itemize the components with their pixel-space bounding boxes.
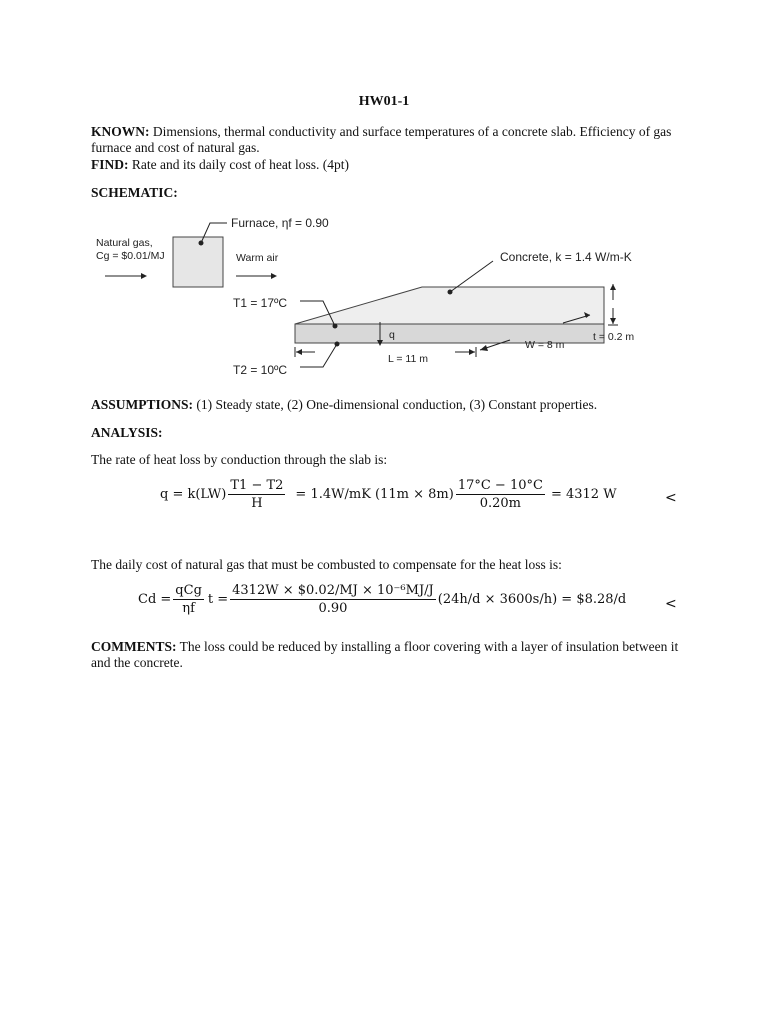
eq2-fraction-1: $\frac{\text{qCg}}{\eta f}$ — [175, 583, 202, 616]
comments-section — [91, 639, 691, 671]
find-section — [91, 157, 691, 173]
eq1-fraction-1: $\frac{T1 - T2}{H}$ — [230, 478, 284, 511]
page-title: HW01-1 — [358, 94, 410, 109]
schematic-heading: SCHEMATIC: — [91, 185, 178, 200]
eq2-fraction-2: $\frac{\text{4312W × \$0.02/MJ × 10⁻⁶MJ/J}}{0.90}$ — [232, 583, 434, 616]
analysis-heading: ANALYSIS: — [91, 425, 163, 440]
comments-label: COMMENTS: — [91, 639, 177, 654]
eq1-fraction-2: $\frac{17^\circ C - 10^\circ C}{0.20m}$ — [457, 478, 543, 511]
schematic-diagram — [85, 210, 685, 385]
eq1-result: = 4312 W — [550, 487, 617, 502]
eq2-middle: t = — [207, 592, 229, 607]
find-label: FIND: — [91, 157, 129, 172]
comments-text: The loss could be reduced by installing a floor covering with a layer of insulation between it and the concrete. — [91, 639, 679, 670]
analysis-intro-2: The daily cost of natural gas that must be combusted to compensate for the heat loss is: — [91, 557, 562, 572]
t2-label: T2 = 10ºC — [233, 363, 288, 377]
width-label: W = 8 m — [525, 339, 565, 351]
eq1-middle: = 1.4W/mK (11m × 8m) — [295, 487, 454, 502]
analysis-intro-1: The rate of heat loss by conduction through the slab is: — [91, 452, 388, 467]
t2-leader — [300, 344, 337, 367]
natural-gas-label: Natural gas, — [96, 237, 153, 249]
known-label: KNOWN: — [91, 124, 150, 139]
find-text: Rate and its daily cost of heat loss. (4pt) — [128, 157, 349, 172]
furnace-box — [173, 237, 223, 287]
concrete-label: Concrete, k = 1.4 W/m-K — [500, 250, 632, 264]
q-label: q — [389, 329, 395, 341]
furnace-label: Furnace, ηf = 0.90 — [231, 216, 329, 230]
length-label: L = 11 m — [388, 353, 428, 365]
assumptions-text: (1) Steady state, (2) One-dimensional conduction, (3) Constant properties. — [193, 397, 598, 412]
known-text: Dimensions, thermal conductivity and surface temperatures of a concrete slab. Efficiency of gas furnace and cost of natural gas. — [91, 124, 672, 155]
equation-heat-rate — [160, 478, 617, 511]
gas-arrow-head — [141, 273, 147, 279]
eq2-result: (24h/d × 3600s/h) = $8.28/d — [437, 592, 627, 607]
eq1-lhs: q = k(LW) — [160, 487, 227, 502]
gas-cost-label: Cg = $0.01/MJ — [96, 250, 165, 262]
thickness-label: t = 0.2 m — [593, 331, 635, 343]
warm-air-arrow-head — [271, 273, 277, 279]
answer-marker-2: < — [665, 596, 677, 612]
eq2-lhs: Cd = — [138, 592, 172, 607]
assumptions-label: ASSUMPTIONS: — [91, 397, 194, 412]
known-section — [91, 124, 691, 156]
answer-marker-1: < — [665, 490, 677, 506]
assumptions-section — [91, 397, 691, 413]
t1-label: T1 = 17ºC — [233, 296, 288, 310]
equation-daily-cost — [138, 583, 626, 616]
warm-air-label: Warm air — [236, 252, 279, 264]
